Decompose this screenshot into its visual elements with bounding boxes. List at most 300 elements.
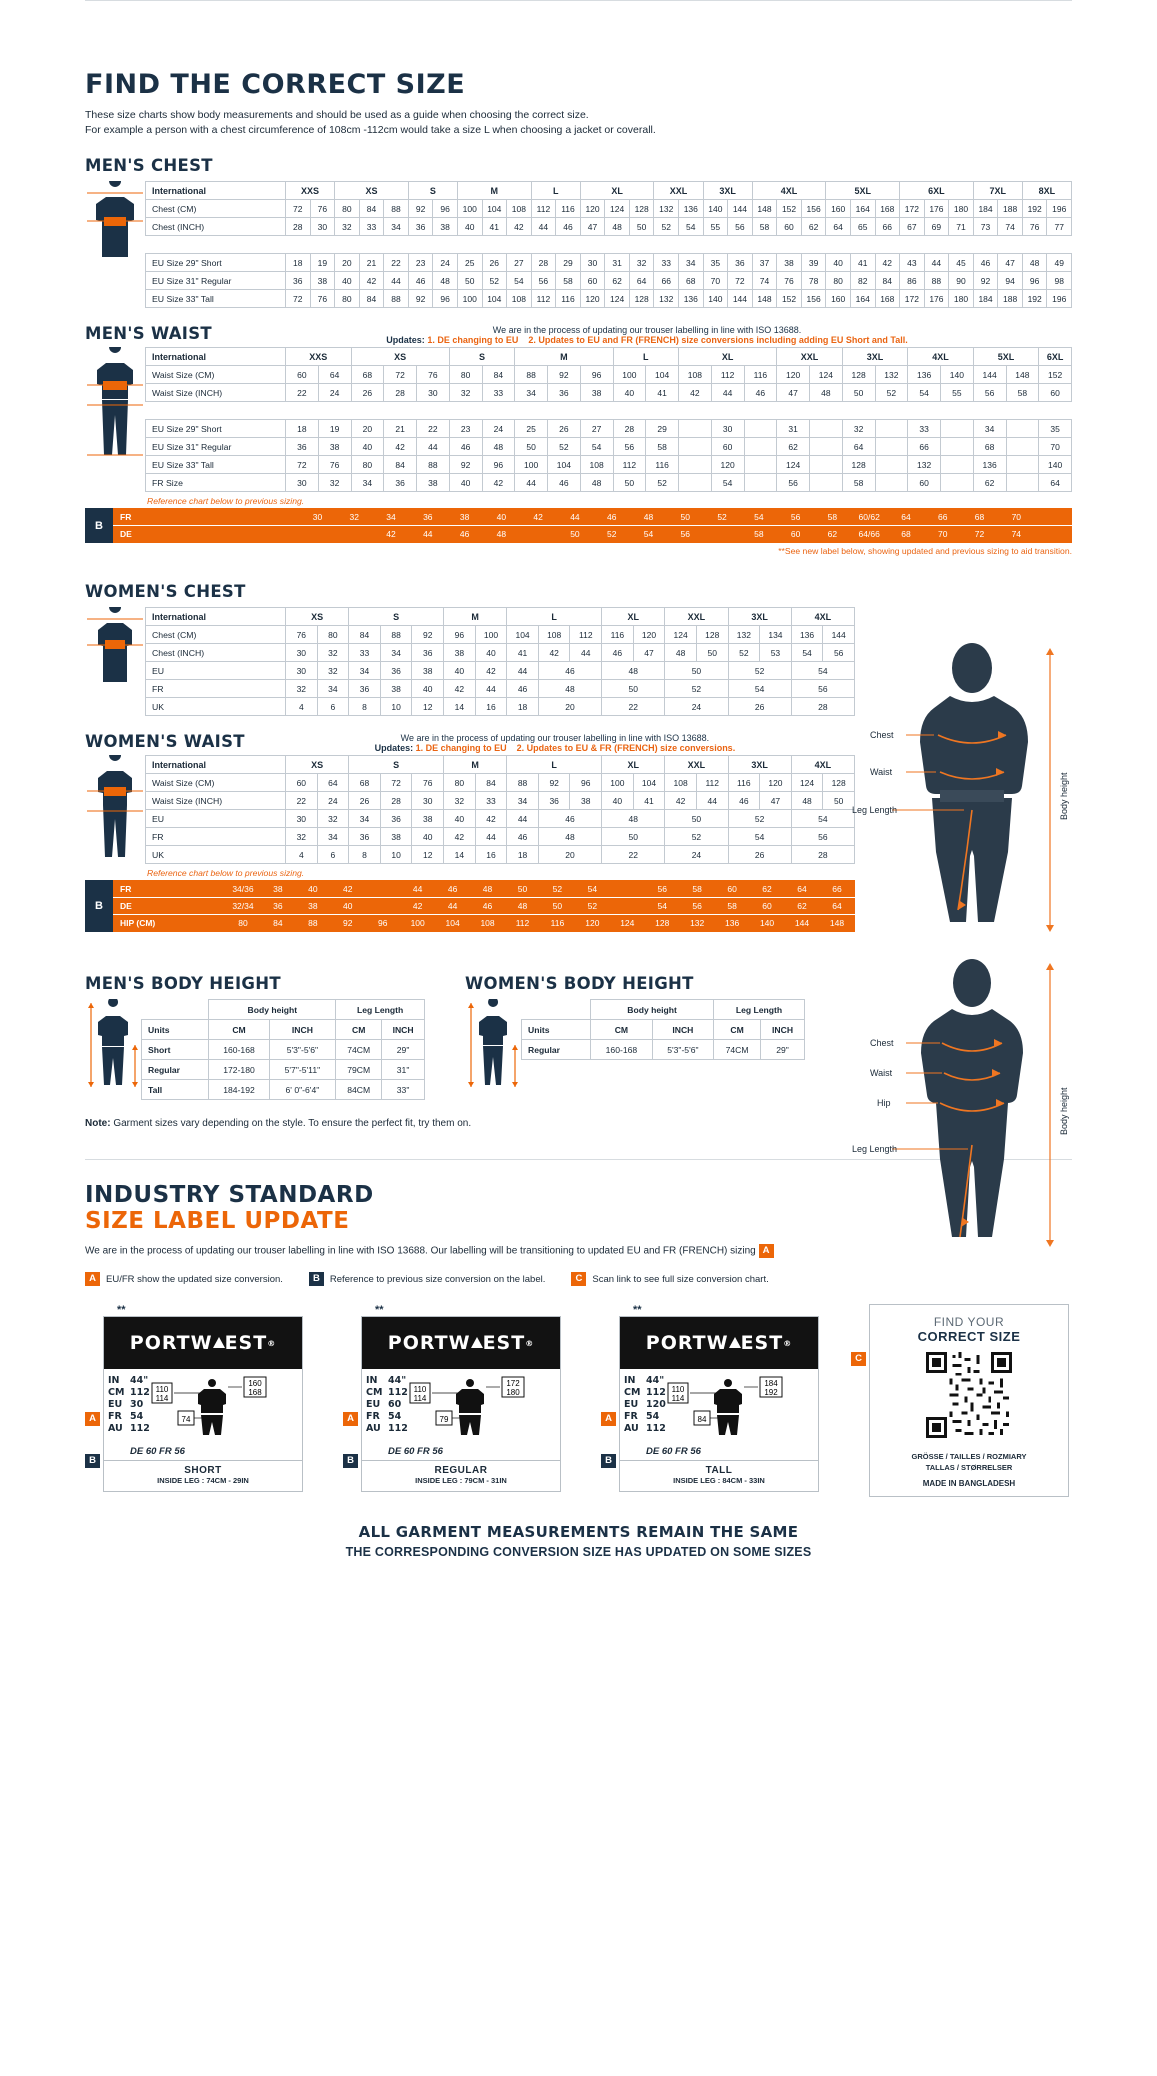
table-cell: 50 xyxy=(457,272,482,290)
womens-chest-table xyxy=(145,607,855,716)
table-cell: 40 xyxy=(449,474,482,492)
table-cell: 56 xyxy=(667,526,704,543)
table-cell: 108 xyxy=(679,366,712,384)
table-cell: 48 xyxy=(538,680,601,698)
size-code-value: 60 xyxy=(388,1399,402,1410)
table-cell: 60 xyxy=(286,366,319,384)
table-cell: 56 xyxy=(791,828,854,846)
table-row xyxy=(146,698,855,716)
table-cell: 44 xyxy=(531,218,556,236)
size-code-row xyxy=(108,1411,150,1423)
table-cell: 38 xyxy=(580,384,613,402)
table-cell: 38 xyxy=(318,438,351,456)
table-cell: 44 xyxy=(475,680,507,698)
row-label: Chest (INCH) xyxy=(146,218,286,236)
size-label-card xyxy=(605,1304,819,1492)
label-box xyxy=(361,1316,561,1492)
row-label: Tall xyxy=(142,1080,209,1100)
table-cell: 76 xyxy=(310,200,335,218)
table-cell: 74CM xyxy=(714,1040,761,1060)
mens-waist-orange-body xyxy=(114,509,1072,543)
table-cell: 164 xyxy=(850,200,875,218)
table-cell: 56 xyxy=(777,509,814,526)
table-cell: 54 xyxy=(740,509,777,526)
table-cell: 48 xyxy=(482,438,515,456)
table-cell: 92 xyxy=(548,366,581,384)
table-cell: 29 xyxy=(556,254,581,272)
label-height-male: Body height xyxy=(1059,772,1069,820)
table-cell: 72 xyxy=(286,290,311,308)
table-cell: 128 xyxy=(842,456,875,474)
row-label: Regular xyxy=(522,1040,591,1060)
row-label: International xyxy=(146,182,286,200)
table-cell: 92 xyxy=(408,200,433,218)
size-group-header: XXL xyxy=(777,348,843,366)
table-cell: 40 xyxy=(826,254,851,272)
table-header-row xyxy=(146,182,1072,200)
female-height-icon xyxy=(465,999,521,1089)
womens-chest-block xyxy=(85,607,855,716)
table-cell: 128 xyxy=(823,774,855,792)
legend-chip-a: A xyxy=(85,1272,100,1286)
table-cell: 66 xyxy=(924,509,961,526)
legend-item-a xyxy=(85,1272,283,1286)
size-code-row xyxy=(366,1411,408,1423)
label-figure xyxy=(666,1375,814,1442)
table-cell: 98 xyxy=(1047,272,1072,290)
table-cell: 8 xyxy=(349,846,381,864)
table-cell xyxy=(1035,509,1072,526)
size-group-header: 3XL xyxy=(728,608,791,626)
table-cell: 54 xyxy=(728,828,791,846)
table-row xyxy=(146,474,1072,492)
qr-card[interactable] xyxy=(869,1304,1069,1497)
table-cell: 76 xyxy=(318,456,351,474)
table-cell: 54 xyxy=(791,662,854,680)
table-cell: 92 xyxy=(973,272,998,290)
female-legs-icon xyxy=(85,755,145,865)
table-cell xyxy=(365,898,400,915)
table-cell: 168 xyxy=(875,290,900,308)
box-right-top: 172 xyxy=(506,1379,520,1388)
table-row xyxy=(146,626,855,644)
qr-block xyxy=(855,1304,1069,1497)
table-cell: 116 xyxy=(728,774,760,792)
size-code-row xyxy=(108,1423,150,1435)
mountain-icon xyxy=(728,1336,742,1350)
womens-waist-block xyxy=(85,755,855,880)
unit-cell: CM xyxy=(714,1020,761,1040)
table-row xyxy=(146,810,855,828)
industry-title-1: INDUSTRY STANDARD xyxy=(85,1182,374,1208)
table-cell: 72 xyxy=(380,774,412,792)
table-cell: 44 xyxy=(435,898,470,915)
table-cell: 30 xyxy=(286,662,318,680)
table-cell: 30 xyxy=(711,420,744,438)
size-group-header: S xyxy=(449,348,515,366)
table-cell: 42 xyxy=(400,898,435,915)
table-cell: 40 xyxy=(475,644,507,662)
table-cell: 124 xyxy=(777,456,810,474)
table-cell: 46 xyxy=(507,828,539,846)
table-cell: 60 xyxy=(1039,384,1072,402)
table-cell: 22 xyxy=(286,792,318,810)
table-cell xyxy=(744,474,777,492)
table-cell: 34/36 xyxy=(226,881,261,898)
table-cell: 148 xyxy=(1006,366,1039,384)
table-cell: 172-180 xyxy=(209,1060,269,1080)
table-cell: 68 xyxy=(973,438,1006,456)
table-cell: 44 xyxy=(570,644,602,662)
table-cell: 18 xyxy=(286,254,311,272)
table-cell: 52 xyxy=(875,384,908,402)
size-group-header: 4XL xyxy=(791,756,854,774)
table-cell: 116 xyxy=(646,456,679,474)
row-label: International xyxy=(146,756,286,774)
table-cell: 30 xyxy=(412,792,444,810)
womens-chest-body xyxy=(146,608,855,716)
table-cell: 50 xyxy=(540,898,575,915)
table-cell: 67 xyxy=(900,218,925,236)
label-cards xyxy=(89,1304,1072,1497)
label-leg-female: Leg Length xyxy=(852,1144,898,1154)
table-cell: 46 xyxy=(744,384,777,402)
table-cell: 176 xyxy=(924,200,949,218)
table-cell: 42 xyxy=(507,218,532,236)
table-cell: 72 xyxy=(286,200,311,218)
table-cell xyxy=(810,456,843,474)
table-cell: 42 xyxy=(373,526,410,543)
table-cell: 140 xyxy=(703,200,728,218)
table-cell: 48 xyxy=(602,810,665,828)
table-cell: 24 xyxy=(433,254,458,272)
table-cell: 30 xyxy=(299,509,336,526)
table-cell: 42 xyxy=(475,810,507,828)
industry-title-2: SIZE LABEL UPDATE xyxy=(85,1208,350,1234)
table-cell: 136 xyxy=(908,366,941,384)
qr-title-2: CORRECT SIZE xyxy=(917,1329,1021,1344)
table-cell: 36 xyxy=(408,218,433,236)
table-cell xyxy=(679,474,712,492)
table-cell: 180 xyxy=(949,290,974,308)
table-cell: 160 xyxy=(826,200,851,218)
table-cell: 46 xyxy=(973,254,998,272)
row-label: FR xyxy=(114,509,226,526)
table-cell: 140 xyxy=(750,915,785,932)
mens-chest-table xyxy=(145,181,1072,308)
table-cell: 36 xyxy=(380,662,412,680)
table-cell: 26 xyxy=(548,420,581,438)
table-row xyxy=(142,1060,425,1080)
size-group-header: M xyxy=(515,348,613,366)
table-cell: 42 xyxy=(475,662,507,680)
table-cell: 48 xyxy=(433,272,458,290)
table-cell: 152 xyxy=(1039,366,1072,384)
table-cell: 28 xyxy=(384,384,417,402)
size-group-header: S xyxy=(349,756,444,774)
table-cell: 196 xyxy=(1047,200,1072,218)
table-cell xyxy=(1006,420,1039,438)
legend-chip-c: C xyxy=(571,1272,586,1286)
size-code-key: CM xyxy=(366,1387,383,1398)
table-cell: 84CM xyxy=(336,1080,382,1100)
table-cell: 72 xyxy=(384,366,417,384)
label-leg-male: Leg Length xyxy=(852,805,898,815)
table-cell: 42 xyxy=(665,792,697,810)
table-cell: 60 xyxy=(908,474,941,492)
table-cell: 40 xyxy=(330,898,365,915)
table-cell: 144 xyxy=(785,915,820,932)
table-cell xyxy=(941,474,974,492)
table-cell: 34 xyxy=(384,218,409,236)
table-cell: 20 xyxy=(538,698,601,716)
chip-a-side: A xyxy=(85,1412,100,1426)
label-figure xyxy=(150,1375,298,1442)
table-cell: 80 xyxy=(826,272,851,290)
table-cell: 28 xyxy=(791,846,854,864)
table-cell: 32 xyxy=(286,680,318,698)
label-body-diagram xyxy=(150,1375,270,1437)
size-group-header: XXS xyxy=(286,348,352,366)
table-cell: 176 xyxy=(924,290,949,308)
row-label: EU xyxy=(146,810,286,828)
table-cell: 29" xyxy=(761,1040,805,1060)
table-cell: 52 xyxy=(548,438,581,456)
table-cell: 23 xyxy=(449,420,482,438)
table-cell: 38 xyxy=(260,881,295,898)
table-cell: 73 xyxy=(973,218,998,236)
inside-leg-text: INSIDE LEG : 74CM - 29IN xyxy=(157,1476,249,1485)
table-cell: 92 xyxy=(538,774,570,792)
table-cell: 172 xyxy=(900,290,925,308)
table-cell xyxy=(679,456,712,474)
table-cell: 82 xyxy=(850,272,875,290)
table-cell: 40 xyxy=(412,828,444,846)
size-group-header: 6XL xyxy=(1039,348,1072,366)
table-cell: 46 xyxy=(470,898,505,915)
col-header-leg-length: Leg Length xyxy=(714,1000,805,1020)
table-cell: 46 xyxy=(538,662,601,680)
table-cell: 74 xyxy=(998,526,1035,543)
womens-waist-orange-body xyxy=(114,881,855,932)
table-cell: 108 xyxy=(507,200,532,218)
table-cell: 38 xyxy=(777,254,802,272)
table-cell: 54 xyxy=(679,218,704,236)
table-cell: 40 xyxy=(412,680,444,698)
table-cell: 60 xyxy=(750,898,785,915)
size-code-value: 44" xyxy=(388,1375,407,1386)
size-code-value: 44" xyxy=(130,1375,149,1386)
table-cell: 40 xyxy=(483,509,520,526)
womens-waist-orange-table xyxy=(113,880,855,932)
table-cell: 66 xyxy=(875,218,900,236)
table-cell: 16 xyxy=(475,698,507,716)
table-cell: 78 xyxy=(801,272,826,290)
table-cell: 70 xyxy=(1039,438,1072,456)
fit-note-label: Note: xyxy=(85,1118,111,1129)
table-cell: 33" xyxy=(382,1080,425,1100)
legend-text-c: Scan link to see full size conversion chart. xyxy=(592,1273,769,1285)
size-group-header: 6XL xyxy=(900,182,974,200)
inside-leg-text: INSIDE LEG : 84CM - 33IN xyxy=(673,1476,765,1485)
previous-size-row xyxy=(114,915,855,932)
size-code-row xyxy=(108,1399,150,1411)
table-cell: 52 xyxy=(665,680,728,698)
table-cell: 96 xyxy=(444,626,476,644)
label-asterisks: ** xyxy=(375,1304,384,1316)
table-cell: 84 xyxy=(359,290,384,308)
table-cell: 32 xyxy=(629,254,654,272)
table-cell: 56 xyxy=(680,898,715,915)
table-cell xyxy=(704,526,741,543)
table-cell: 36 xyxy=(286,272,311,290)
table-cell xyxy=(1006,438,1039,456)
table-cell: 38 xyxy=(570,792,602,810)
womens-chest-heading: WOMEN'S CHEST xyxy=(85,582,246,601)
table-cell: 76 xyxy=(777,272,802,290)
table-cell: 128 xyxy=(696,626,728,644)
table-row xyxy=(146,384,1072,402)
table-cell: 35 xyxy=(1039,420,1072,438)
table-cell: 132 xyxy=(654,290,679,308)
table-cell: 94 xyxy=(998,272,1023,290)
row-label: Waist Size (INCH) xyxy=(146,792,286,810)
table-cell: 22 xyxy=(602,846,665,864)
table-cell: 112 xyxy=(531,200,556,218)
row-label: FR xyxy=(146,680,286,698)
table-cell xyxy=(744,438,777,456)
row-label: EU Size 29" Short xyxy=(146,254,286,272)
qr-code-icon[interactable] xyxy=(926,1352,1012,1438)
table-cell: 48 xyxy=(483,526,520,543)
table-cell: 42 xyxy=(875,254,900,272)
womens-waist-figure xyxy=(85,755,145,865)
table-cell: 38 xyxy=(412,662,444,680)
table-row xyxy=(146,366,1072,384)
table-cell: 62 xyxy=(973,474,1006,492)
brand-name: PORTW EST ® xyxy=(387,1332,535,1354)
table-cell: 80 xyxy=(335,200,360,218)
row-label: UK xyxy=(146,846,286,864)
table-cell: 6' 0"-6'4" xyxy=(269,1080,336,1100)
legend-chip-b: B xyxy=(309,1272,324,1286)
table-cell xyxy=(1006,474,1039,492)
table-cell: 46 xyxy=(435,881,470,898)
label-measurements xyxy=(104,1369,302,1444)
table-cell: 152 xyxy=(777,200,802,218)
legend-item-c xyxy=(571,1272,768,1286)
size-code-value: 54 xyxy=(130,1411,144,1422)
table-cell: 66 xyxy=(819,881,854,898)
label-height-female: Body height xyxy=(1059,1087,1069,1135)
table-cell: 32 xyxy=(317,644,349,662)
table-row xyxy=(146,774,855,792)
previous-size-row xyxy=(114,509,1072,526)
table-cell: 44 xyxy=(711,384,744,402)
bottom-statement-2: THE CORRESPONDING CONVERSION SIZE HAS UPDATED ON SOME SIZES xyxy=(345,1545,812,1559)
size-code-row xyxy=(624,1423,666,1435)
table-cell: 70 xyxy=(924,526,961,543)
table-cell: 18 xyxy=(507,698,539,716)
table-cell: 42 xyxy=(444,680,476,698)
size-code-key: CM xyxy=(624,1387,641,1398)
table-cell: 84 xyxy=(349,626,381,644)
table-row xyxy=(146,846,855,864)
table-cell: 104 xyxy=(633,774,665,792)
table-cell: 48 xyxy=(1022,254,1047,272)
table-cell: 62 xyxy=(814,526,851,543)
table-cell: 80 xyxy=(317,626,349,644)
table-row xyxy=(146,662,855,680)
table-cell: 64 xyxy=(842,438,875,456)
table-row xyxy=(142,1040,425,1060)
table-cell: 88 xyxy=(384,200,409,218)
table-cell: 52 xyxy=(704,509,741,526)
table-cell: 44 xyxy=(924,254,949,272)
table-cell: 60 xyxy=(777,218,802,236)
table-cell: 28 xyxy=(286,218,311,236)
fit-name: TALL xyxy=(705,1465,733,1476)
table-cell: 22 xyxy=(286,384,319,402)
table-cell: 44 xyxy=(507,662,539,680)
size-code-value: 112 xyxy=(130,1423,150,1434)
size-code-row xyxy=(624,1399,666,1411)
table-cell: 64 xyxy=(629,272,654,290)
table-cell: 42 xyxy=(330,881,365,898)
table-cell: 36 xyxy=(409,509,446,526)
table-cell: 48 xyxy=(810,384,843,402)
table-cell: 120 xyxy=(777,366,810,384)
table-cell: 128 xyxy=(629,200,654,218)
table-cell: 41 xyxy=(507,644,539,662)
table-cell: 66 xyxy=(654,272,679,290)
table-cell: 31 xyxy=(605,254,630,272)
table-cell: 28 xyxy=(613,420,646,438)
table-cell: 104 xyxy=(482,290,507,308)
table-cell: 160 xyxy=(826,290,851,308)
table-cell: 43 xyxy=(900,254,925,272)
size-codes xyxy=(366,1375,408,1442)
table-cell: 60 xyxy=(777,526,814,543)
table-row xyxy=(146,792,855,810)
box-right-top: 184 xyxy=(764,1379,778,1388)
mannequin-illustrations xyxy=(822,640,1072,1260)
previous-size-row xyxy=(114,898,855,915)
size-group-header: XL xyxy=(679,348,777,366)
bottom-statement-1: ALL GARMENT MEASUREMENTS REMAIN THE SAME xyxy=(358,1523,799,1541)
table-cell xyxy=(299,526,336,543)
fit-name: REGULAR xyxy=(434,1465,488,1476)
table-cell: 40 xyxy=(602,792,634,810)
size-label-card xyxy=(89,1304,303,1492)
table-cell xyxy=(336,526,373,543)
table-header-row xyxy=(146,348,1072,366)
table-cell: 80 xyxy=(335,290,360,308)
table-cell: 92 xyxy=(408,290,433,308)
table-cell: 54 xyxy=(791,644,823,662)
table-cell: 40 xyxy=(613,384,646,402)
table-row xyxy=(146,290,1072,308)
table-cell: 120 xyxy=(711,456,744,474)
table-cell: 84 xyxy=(482,366,515,384)
table-cell: 188 xyxy=(998,290,1023,308)
table-cell: 32 xyxy=(842,420,875,438)
table-cell: 132 xyxy=(908,456,941,474)
table-cell: 144 xyxy=(728,200,753,218)
table-cell: 100 xyxy=(602,774,634,792)
size-code-row xyxy=(108,1387,150,1399)
table-cell: 24 xyxy=(318,384,351,402)
